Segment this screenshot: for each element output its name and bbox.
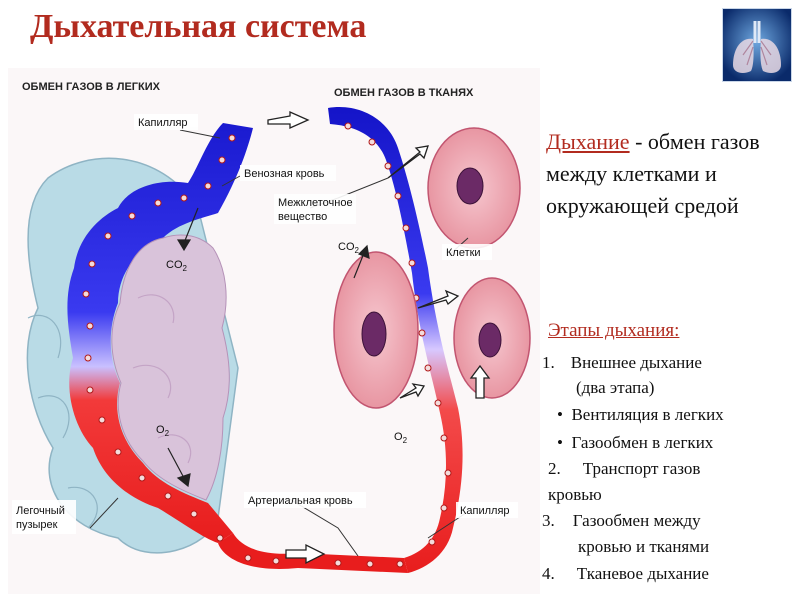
- label-intercellular-1: Межклеточное: [278, 197, 353, 209]
- stage-1-note: (два этапа): [576, 378, 655, 397]
- label-vesicle-2: пузырек: [16, 519, 58, 531]
- label-co2-lungs: $CO_2$: [166, 259, 187, 273]
- stage-1: 1. Внешнее дыхание: [542, 353, 702, 372]
- bullet-ventilation: • Вентиляция в легких: [557, 405, 724, 424]
- stage-2: 2. Транспорт газов: [548, 459, 701, 478]
- stages-heading: Этапы дыхания:: [548, 320, 680, 341]
- label-venous-blood: Венозная кровь: [244, 168, 325, 180]
- stage-3: 3. Газообмен между: [542, 511, 701, 530]
- lungs-icon: [722, 8, 792, 82]
- label-arterial-blood: Артериальная кровь: [248, 495, 353, 507]
- label-vesicle-1: Легочный: [16, 505, 65, 517]
- label-capillary-bottom: Капилляр: [460, 505, 510, 517]
- definition-keyword: Дыхание: [546, 129, 630, 154]
- heading-lungs: ОБМЕН ГАЗОВ В ЛЕГКИХ: [22, 81, 160, 93]
- gas-exchange-figure: [8, 68, 540, 594]
- tissue-cell-middle: [334, 252, 418, 408]
- tissue-cell-top: [428, 128, 520, 248]
- stage-3-cont: кровью и тканями: [578, 537, 710, 556]
- label-intercellular-2: вещество: [278, 211, 328, 223]
- bullet-gas-exchange: • Газообмен в легких: [557, 433, 714, 452]
- heading-tissues: ОБМЕН ГАЗОВ В ТКАНЯХ: [334, 87, 474, 99]
- tissue-cell-right: [454, 278, 530, 398]
- label-o2-lungs: $O_2$: [156, 424, 170, 438]
- label-cells: Клетки: [446, 247, 481, 259]
- label-capillary-top: Капилляр: [138, 117, 188, 129]
- definition-text: [546, 126, 796, 222]
- label-co2-tissues: $CO_2$: [338, 241, 359, 255]
- definition-rest: - обмен газов между клетками и окружающей средой: [546, 129, 760, 218]
- stage-2-cont: кровью: [548, 485, 602, 504]
- slide-title: Дыхательная система: [30, 8, 367, 45]
- stage-4: 4. Тканевое дыхание: [542, 564, 709, 583]
- label-o2-tissues: $O_2$: [394, 431, 408, 445]
